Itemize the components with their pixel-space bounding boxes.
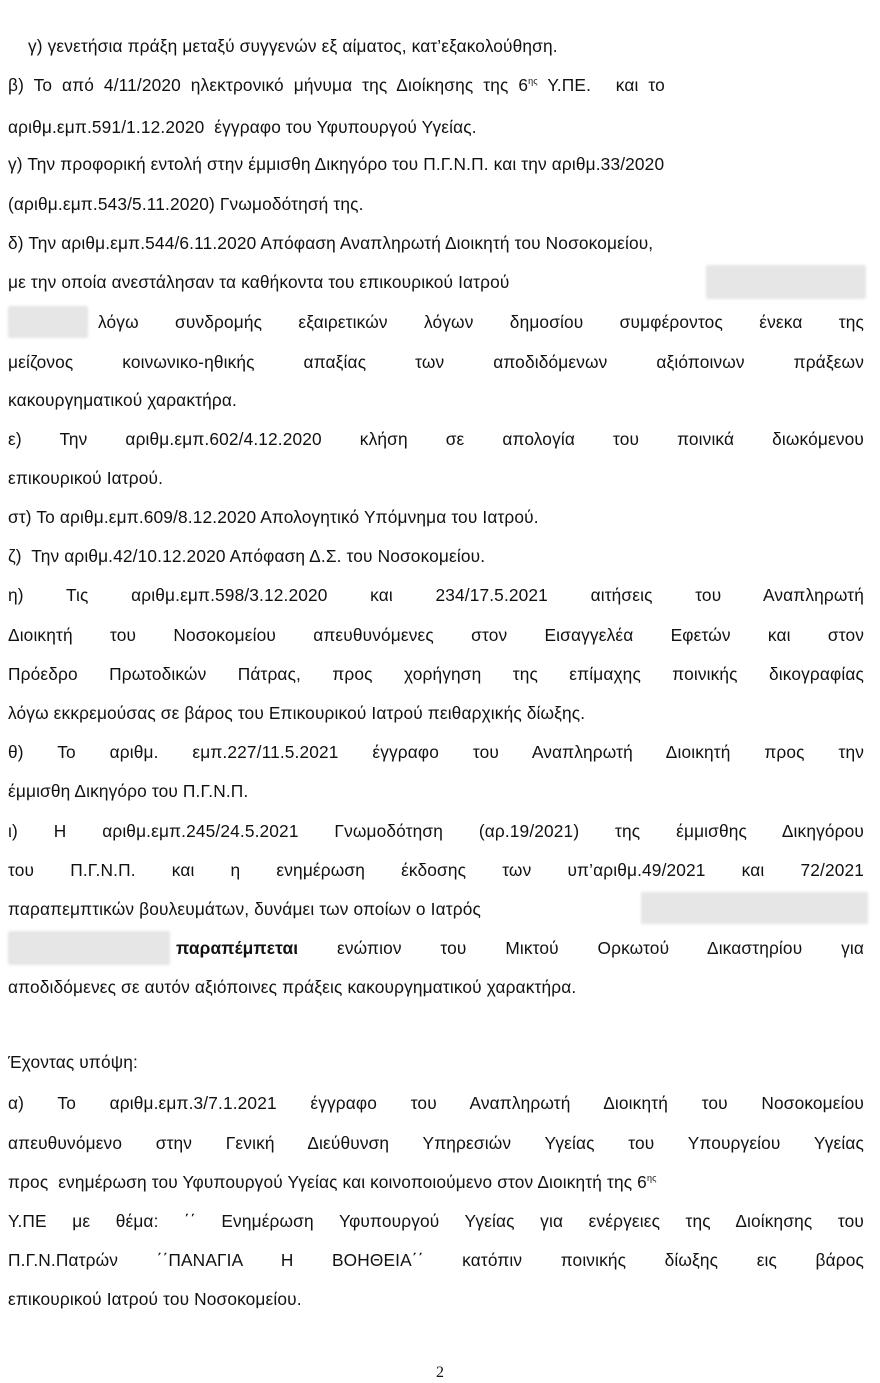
text-span: Έχοντας υπόψη:: [8, 1052, 138, 1072]
text-span: Διοικητή του Νοσοκομείου απευθυνόμενες στον Εισαγγελέα Εφετών και στον: [8, 625, 864, 645]
text-span: του Π.Γ.Ν.Π. και η ενημέρωση έκδοσης των υπ’αριθμ.49/2021 και 72/2021: [8, 860, 864, 880]
text-span: λόγω συνδρομής εξαιρετικών λόγων δημοσίου συμφέροντος ένεκα της: [98, 312, 864, 332]
text-span: προς ενημέρωση του Υφυπουργού Υγείας και κοινοποιούμενο στον Διοικητή της 6: [8, 1172, 647, 1192]
text-line: [8, 741, 864, 763]
text-line: [8, 153, 864, 175]
text-span: επικουρικού Ιατρού του Νοσοκομείου.: [8, 1289, 302, 1309]
text-line: [8, 271, 864, 293]
text-span: κακουργηματικού χαρακτήρα.: [8, 390, 237, 410]
text-span: Υ.ΠΕ με θέμα: ΄΄ Ενημέρωση Υφυπουργού Υγείας για ενέργειες της Διοίκησης του: [8, 1211, 864, 1231]
text-line: [8, 937, 864, 959]
text-span: θ) Το αριθμ. εμπ.227/11.5.2021 έγγραφο του Αναπληρωτή Διοικητή προς την: [8, 742, 864, 762]
text-line: [8, 859, 864, 881]
text-span: έμμισθη Δικηγόρο του Π.Γ.Ν.Π.: [8, 781, 249, 801]
text-line: [8, 1171, 864, 1193]
text-span: επικουρικού Ιατρού.: [8, 468, 164, 488]
text-line: [8, 1288, 864, 1310]
text-span: απευθυνόμενο στην Γενική Διεύθυνση Υπηρεσιών Υγείας του Υπουργείου Υγείας: [8, 1133, 864, 1153]
text-span: παραπεμπτικών βουλευμάτων, δυνάμει των οποίων ο Ιατρός: [8, 899, 481, 919]
text-line: [8, 428, 864, 450]
text-line: [8, 1210, 864, 1232]
text-span: μείζονος κοινωνικο-ηθικής απαξίας των αποδιδόμενων αξιόποινων πράξεων: [8, 352, 864, 372]
text-span: Υ.ΠΕ. και το: [537, 75, 665, 95]
text-line: [8, 976, 864, 998]
text-span: ενώπιον του Μικτού Ορκωτού Δικαστηρίου για: [336, 938, 864, 958]
text-line: [8, 1249, 864, 1271]
text-line: [8, 74, 864, 96]
bold-text: παραπέμπεται: [176, 938, 299, 958]
text-span: η) Τις αριθμ.εμπ.598/3.12.2020 και 234/17.5.2021 αιτήσεις του Αναπληρωτή: [8, 585, 864, 605]
text-line: [8, 663, 864, 685]
superscript: ης: [528, 76, 538, 87]
text-line: [8, 624, 864, 646]
text-span: με την οποία ανεστάλησαν τα καθήκοντα του επικουρικού Ιατρού: [8, 272, 510, 292]
text-line: [8, 467, 864, 489]
text-line: [8, 702, 864, 724]
redacted-name: [641, 892, 868, 924]
text-span: [176, 937, 864, 959]
text-line: [8, 545, 864, 567]
text-span: ε) Την αριθμ.εμπ.602/4.12.2020 κλήση σε απολογία του ποινικά διωκόμενου: [8, 429, 864, 449]
text-line: [8, 116, 864, 138]
text-span: γ) Την προφορική εντολή στην έμμισθη Δικηγόρο του Π.Γ.Ν.Π. και την αριθμ.33/2020: [8, 154, 665, 174]
text-line: [8, 193, 864, 215]
text-line: [8, 1132, 864, 1154]
redacted-name: [8, 306, 88, 338]
text-span: λόγω εκκρεμούσας σε βάρος του Επικουρικού Ιατρού πειθαρχικής δίωξης.: [8, 703, 586, 723]
text-span: αριθμ.εμπ.591/1.12.2020 έγγραφο του Υφυπουργού Υγείας.: [8, 117, 477, 137]
text-span: (αριθμ.εμπ.543/5.11.2020) Γνωμοδότησή της.: [8, 194, 364, 214]
text-line: [8, 820, 864, 842]
page-number: 2: [436, 1364, 444, 1381]
text-line: [28, 35, 864, 57]
text-line: [8, 1092, 864, 1114]
text-line: [8, 351, 864, 373]
redacted-name: [706, 265, 866, 299]
redacted-name: [8, 931, 170, 965]
text-span: Πρόεδρο Πρωτοδικών Πάτρας, προς χορήγηση της επίμαχης ποινικής δικογραφίας: [8, 664, 864, 684]
text-line: [8, 780, 864, 802]
text-line: [8, 232, 864, 254]
text-span: α) Το αριθμ.εμπ.3/7.1.2021 έγγραφο του Αναπληρωτή Διοικητή του Νοσοκομείου: [8, 1093, 864, 1113]
text-line: [8, 389, 864, 411]
superscript: ης: [646, 1173, 657, 1184]
text-span: ι) Η αριθμ.εμπ.245/24.5.2021 Γνωμοδότηση (αρ.19/2021) της έμμισθης Δικηγόρου: [8, 821, 864, 841]
text-line: [8, 311, 864, 333]
text-span: Π.Γ.Ν.Πατρών ΄΄ΠΑΝΑΓΙΑ Η ΒΟΗΘΕΙΑ΄΄ κατόπιν ποινικής δίωξης εις βάρος: [8, 1250, 864, 1270]
text-span: γ) γενετήσια πράξη μεταξύ συγγενών εξ αίματος, κατ’εξακολούθηση.: [28, 36, 558, 56]
section-heading: [8, 1051, 864, 1073]
text-span: ζ) Την αριθμ.42/10.12.2020 Απόφαση Δ.Σ. του Νοσοκομείου.: [8, 546, 486, 566]
text-span: στ) Το αριθμ.εμπ.609/8.12.2020 Απολογητικό Υπόμνημα του Ιατρού.: [8, 507, 539, 527]
text-span: αποδιδόμενες σε αυτόν αξιόποινες πράξεις κακουργηματικού χαρακτήρα.: [8, 977, 577, 997]
text-span: β) Το από 4/11/2020 ηλεκτρονικό μήνυμα της Διοίκησης της 6: [8, 75, 529, 95]
text-line: [8, 584, 864, 606]
text-span: δ) Την αριθμ.εμπ.544/6.11.2020 Απόφαση Αναπληρωτή Διοικητή του Νοσοκομείου,: [8, 233, 654, 253]
text-line: [8, 898, 864, 920]
text-line: [8, 506, 864, 528]
